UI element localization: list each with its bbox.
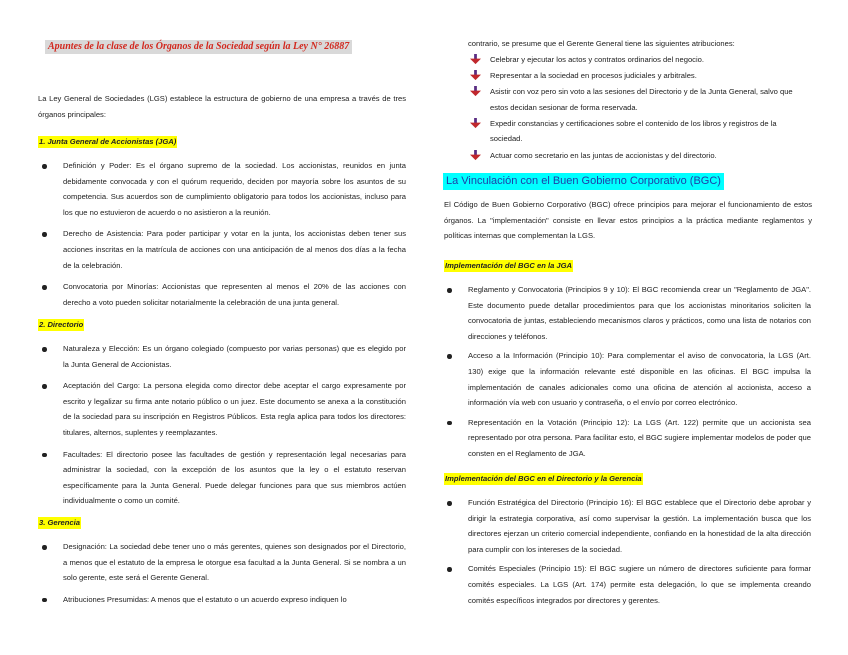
list-item: Representación en la Votación (Principio 12): La LGS (Art. 122) permite que un accionista sea representado por otra persona. Para facilitar esto, el BGC sugiere implementar modelos de poder que consten en el Reglamento de JGA. xyxy=(468,415,811,462)
list-item: Derecho de Asistencia: Para poder participar y votar en la junta, los accionistas deben tener sus acciones inscritas en la matrícula de acciones con una anticipación de al menos dos días a la fecha de la celebración. xyxy=(63,226,406,273)
bullet-icon xyxy=(447,288,452,293)
list-item: Comités Especiales (Principio 15): El BGC sugiere un número de directores suficiente para formar comités especiales. La LGS (Art. 174) permite esta delegación, lo que se implementa creando comités específicos integrados por directores y gerentes. xyxy=(468,561,811,608)
bgc-dir-heading: Implementación del BGC en el Directorio y la Gerencia xyxy=(445,474,642,483)
bgc-jga-list xyxy=(468,282,811,462)
list-item: Representar a la sociedad en procesos judiciales y arbitrales. xyxy=(470,68,810,84)
bullet-icon xyxy=(42,384,47,389)
list-item: Función Estratégica del Directorio (Principio 16): El BGC establece que el Directorio debe aprobar y dirigir la estrategia corporativa, así como supervisar la gestión. La implementación busca que los directores ejerzan un criterio comercial independiente, confiando en la honestidad de la alta dirección para cumplir con los intereses de la sociedad. xyxy=(468,495,811,557)
list-item: Celebrar y ejecutar los actos y contratos ordinarios del negocio. xyxy=(470,52,810,68)
bullet-icon xyxy=(447,501,452,506)
list-item: Designación: La sociedad debe tener uno o más gerentes, quienes son designados por el Directorio, a menos que el estatuto de la empresa le otorgue esa facultad a la Junta General. Si se nombra a un solo gerente, este será el Gerente General. xyxy=(63,539,406,586)
list-item: Reglamento y Convocatoria (Principios 9 y 10): El BGC recomienda crear un "Reglamento de JGA". Este documento puede detallar procedimientos para que los accionistas minoritarios soliciten la convocatoria de juntas, estableciendo mecanismos claros y prácticos, como una lista de notarios con direcciones y teléfonos. xyxy=(468,282,811,344)
bullet-icon xyxy=(42,453,47,458)
list-item: Aceptación del Cargo: La persona elegida como director debe aceptar el cargo expresamente por escrito y legalizar su firma ante notario público o un juez. Este documento se anexa a la constitución de la sociedad para su inscripción en Registros Públicos. Esta regla aplica para todos los directores: titulares, alternos, suplentes y reemplazantes. xyxy=(63,378,406,440)
jga-list xyxy=(63,158,406,310)
list-item: Naturaleza y Elección: Es un órgano colegiado (compuesto por varias personas) que es elegido por la Junta General de Accionistas. xyxy=(63,341,406,372)
bullet-icon xyxy=(447,567,452,572)
arrow-down-bullet-icon xyxy=(470,54,481,65)
section-heading-jga: 1. Junta General de Accionistas (JGA) xyxy=(39,137,177,146)
bullet-icon xyxy=(42,347,47,352)
directorio-list xyxy=(63,341,406,509)
bullet-icon xyxy=(447,421,452,426)
attributions-intro: contrario, se presume que el Gerente General tiene las siguientes atribuciones: xyxy=(468,39,735,48)
list-item: Actuar como secretario en las juntas de accionistas y del directorio. xyxy=(470,148,810,164)
arrow-down-bullet-icon xyxy=(470,70,481,81)
list-item: Expedir constancias y certificaciones sobre el contenido de los libros y registros de la sociedad. xyxy=(470,116,810,147)
bullet-icon xyxy=(42,598,47,603)
arrow-down-bullet-icon xyxy=(470,118,481,129)
list-item: Atribuciones Presumidas: A menos que el estatuto o un acuerdo expreso indiquen lo xyxy=(63,592,406,608)
list-item: Facultades: El directorio posee las facultades de gestión y representación legal necesarias para administrar la sociedad, con la excepción de los asuntos que la ley o el estatuto reservan específicamente para la Junta General. Puede delegar funciones para que sus miembros actúen individualmente o como un comité. xyxy=(63,447,406,509)
intro-paragraph: La Ley General de Sociedades (LGS) establece la estructura de gobierno de una empresa a través de tres órganos principales: xyxy=(38,94,406,119)
bgc-jga-heading: Implementación del BGC en la JGA xyxy=(445,261,573,270)
bullet-icon xyxy=(42,545,47,550)
section-heading-directorio: 2. Directorio xyxy=(39,320,84,329)
bullet-icon xyxy=(42,285,47,290)
list-item: Acceso a la Información (Principio 10): Para complementar el aviso de convocatoria, la LGS (Art. 130) exige que la información relevante esté disponible en las oficinas. El BGC impulsa la implementación de canales adicionales como una oficina de atención al accionista, acceso a información vía web con usuario y contraseña, o el envío por correo electrónico. xyxy=(468,348,811,410)
list-item: Convocatoria por Minorías: Accionistas que representen al menos el 20% de las acciones con derecho a voto pueden solicitar notarialmente la celebración de una junta general. xyxy=(63,279,406,310)
document-title: Apuntes de la clase de los Órganos de la Sociedad según la Ley N° 26887 xyxy=(45,40,352,54)
bullet-icon xyxy=(447,354,452,359)
section-heading-gerencia: 3. Gerencia xyxy=(39,518,80,527)
arrow-down-bullet-icon xyxy=(470,150,481,161)
bgc-intro: El Código de Buen Gobierno Corporativo (BGC) ofrece principios para mejorar el funcionamiento de estos órganos. La "implementación" consiste en llevar estos principios a la práctica mediante reglamentos y políticas internas que complementan la LGS. xyxy=(444,200,812,241)
gerencia-list xyxy=(63,539,406,607)
bullet-icon xyxy=(42,232,47,237)
list-item: Asistir con voz pero sin voto a las sesiones del Directorio y de la Junta General, salvo que estos decidan sesionar de forma reservada. xyxy=(470,84,810,115)
bgc-dir-list xyxy=(468,495,811,608)
bgc-heading: La Vinculación con el Buen Gobierno Corporativo (BGC) xyxy=(443,173,724,190)
attributions-list xyxy=(470,52,810,164)
bullet-icon xyxy=(42,164,47,169)
list-item: Definición y Poder: Es el órgano supremo de la sociedad. Los accionistas, reunidos en junta debidamente convocada y con el quórum requerido, deciden por mayoría sobre los asuntos de su competencia. Sus acuerdos son de cumplimiento obligatorio para todos los accionistas, incluso para los que no estuvieron de acuerdo o no asistieron a la reunión. xyxy=(63,158,406,220)
arrow-down-bullet-icon xyxy=(470,86,481,97)
